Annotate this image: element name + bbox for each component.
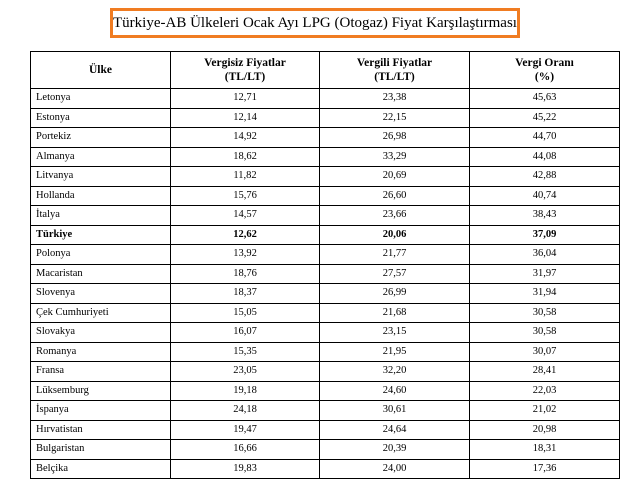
header-pretax-unit: (TL/LT) <box>224 71 266 83</box>
cell-pretax-price: 14,92 <box>171 128 320 148</box>
header-taxrate-unit: (%) <box>534 71 555 83</box>
table-row <box>31 89 620 109</box>
page-title: Türkiye-AB Ülkeleri Ocak Ayı LPG (Otogaz) Fiyat Karşılaştırması <box>110 8 520 38</box>
table-row <box>31 362 620 382</box>
cell-country: İtalya <box>31 206 171 226</box>
cell-tax-rate: 31,94 <box>470 284 620 304</box>
header-pretax-price <box>171 52 320 89</box>
cell-pretax-price: 13,92 <box>171 245 320 265</box>
cell-tax-rate: 45,63 <box>470 89 620 109</box>
cell-country: Fransa <box>31 362 171 382</box>
header-aftertax-price <box>320 52 470 89</box>
header-tax-rate <box>470 52 620 89</box>
cell-country: Hırvatistan <box>31 420 171 440</box>
table-row <box>31 186 620 206</box>
cell-country: Lüksemburg <box>31 381 171 401</box>
table-row <box>31 420 620 440</box>
cell-tax-rate: 22,03 <box>470 381 620 401</box>
lpg-price-table <box>30 51 620 479</box>
table-row <box>31 108 620 128</box>
cell-pretax-price: 16,07 <box>171 323 320 343</box>
cell-tax-rate: 17,36 <box>470 459 620 479</box>
cell-country: Türkiye <box>31 225 171 245</box>
cell-aftertax-price: 32,20 <box>320 362 470 382</box>
table-row <box>31 440 620 460</box>
cell-tax-rate: 44,70 <box>470 128 620 148</box>
cell-pretax-price: 18,76 <box>171 264 320 284</box>
cell-aftertax-price: 26,60 <box>320 186 470 206</box>
cell-pretax-price: 19,83 <box>171 459 320 479</box>
cell-country: İspanya <box>31 401 171 421</box>
cell-tax-rate: 36,04 <box>470 245 620 265</box>
cell-aftertax-price: 21,95 <box>320 342 470 362</box>
cell-pretax-price: 18,62 <box>171 147 320 167</box>
cell-pretax-price: 12,71 <box>171 89 320 109</box>
cell-pretax-price: 12,14 <box>171 108 320 128</box>
cell-aftertax-price: 24,00 <box>320 459 470 479</box>
header-country-label: Ülke <box>89 64 112 76</box>
table-row <box>31 323 620 343</box>
cell-aftertax-price: 23,66 <box>320 206 470 226</box>
cell-tax-rate: 28,41 <box>470 362 620 382</box>
cell-country: Litvanya <box>31 167 171 187</box>
header-aftertax-label: Vergili Fiyatlar <box>356 57 433 69</box>
table-row <box>31 147 620 167</box>
cell-pretax-price: 14,57 <box>171 206 320 226</box>
cell-aftertax-price: 23,38 <box>320 89 470 109</box>
cell-tax-rate: 31,97 <box>470 264 620 284</box>
cell-country: Bulgaristan <box>31 440 171 460</box>
cell-pretax-price: 15,35 <box>171 342 320 362</box>
cell-pretax-price: 19,18 <box>171 381 320 401</box>
cell-pretax-price: 11,82 <box>171 167 320 187</box>
cell-tax-rate: 30,58 <box>470 303 620 323</box>
cell-tax-rate: 37,09 <box>470 225 620 245</box>
cell-aftertax-price: 24,60 <box>320 381 470 401</box>
cell-aftertax-price: 24,64 <box>320 420 470 440</box>
cell-pretax-price: 15,05 <box>171 303 320 323</box>
table-row <box>31 167 620 187</box>
cell-country: Hollanda <box>31 186 171 206</box>
table-row <box>31 264 620 284</box>
table-row <box>31 225 620 245</box>
table-row <box>31 245 620 265</box>
cell-pretax-price: 23,05 <box>171 362 320 382</box>
cell-tax-rate: 42,88 <box>470 167 620 187</box>
cell-tax-rate: 44,08 <box>470 147 620 167</box>
cell-aftertax-price: 21,77 <box>320 245 470 265</box>
cell-tax-rate: 38,43 <box>470 206 620 226</box>
cell-pretax-price: 15,76 <box>171 186 320 206</box>
table-row <box>31 381 620 401</box>
cell-country: Letonya <box>31 89 171 109</box>
cell-aftertax-price: 27,57 <box>320 264 470 284</box>
cell-tax-rate: 20,98 <box>470 420 620 440</box>
table-row <box>31 206 620 226</box>
cell-aftertax-price: 20,06 <box>320 225 470 245</box>
table-row <box>31 303 620 323</box>
cell-country: Belçika <box>31 459 171 479</box>
cell-pretax-price: 24,18 <box>171 401 320 421</box>
table-row <box>31 128 620 148</box>
cell-aftertax-price: 26,98 <box>320 128 470 148</box>
header-aftertax-unit: (TL/LT) <box>374 71 415 83</box>
cell-tax-rate: 30,58 <box>470 323 620 343</box>
table-header-row <box>31 52 620 89</box>
cell-country: Macaristan <box>31 264 171 284</box>
cell-aftertax-price: 30,61 <box>320 401 470 421</box>
cell-country: Slovakya <box>31 323 171 343</box>
cell-aftertax-price: 23,15 <box>320 323 470 343</box>
table-row <box>31 401 620 421</box>
table-row <box>31 342 620 362</box>
table-row <box>31 459 620 479</box>
cell-pretax-price: 19,47 <box>171 420 320 440</box>
cell-aftertax-price: 33,29 <box>320 147 470 167</box>
header-taxrate-label: Vergi Oranı <box>515 57 574 69</box>
cell-tax-rate: 21,02 <box>470 401 620 421</box>
cell-country: Estonya <box>31 108 171 128</box>
cell-country: Portekiz <box>31 128 171 148</box>
cell-pretax-price: 18,37 <box>171 284 320 304</box>
cell-country: Polonya <box>31 245 171 265</box>
cell-aftertax-price: 26,99 <box>320 284 470 304</box>
header-country <box>31 52 171 89</box>
cell-pretax-price: 12,62 <box>171 225 320 245</box>
cell-tax-rate: 18,31 <box>470 440 620 460</box>
cell-country: Çek Cumhuriyeti <box>31 303 171 323</box>
cell-aftertax-price: 20,39 <box>320 440 470 460</box>
cell-aftertax-price: 22,15 <box>320 108 470 128</box>
table-row <box>31 284 620 304</box>
cell-tax-rate: 30,07 <box>470 342 620 362</box>
cell-tax-rate: 40,74 <box>470 186 620 206</box>
cell-country: Almanya <box>31 147 171 167</box>
table-body <box>31 89 620 479</box>
header-pretax-label: Vergisiz Fiyatlar <box>204 57 286 69</box>
cell-country: Slovenya <box>31 284 171 304</box>
cell-country: Romanya <box>31 342 171 362</box>
cell-tax-rate: 45,22 <box>470 108 620 128</box>
cell-aftertax-price: 20,69 <box>320 167 470 187</box>
cell-pretax-price: 16,66 <box>171 440 320 460</box>
cell-aftertax-price: 21,68 <box>320 303 470 323</box>
